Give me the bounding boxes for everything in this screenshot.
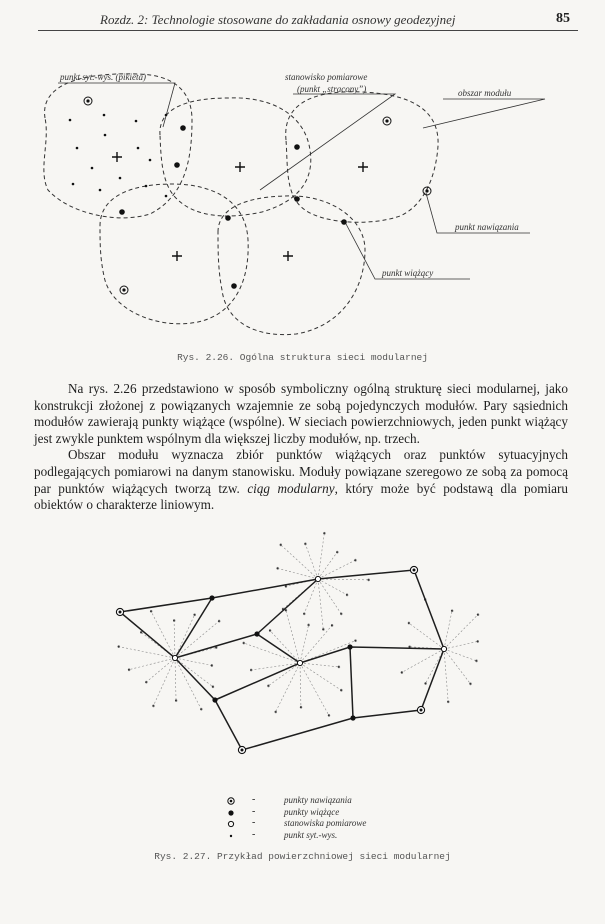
- station-marker: [358, 162, 368, 172]
- situational-point: [275, 711, 277, 713]
- situational-point: [165, 114, 168, 117]
- situational-point: [135, 120, 138, 123]
- station-icon: [227, 820, 235, 828]
- station-point: [172, 655, 177, 660]
- observation-ray: [300, 663, 339, 667]
- situational-point: [469, 683, 471, 685]
- tie-point: [174, 162, 180, 168]
- tie-point: [294, 144, 300, 150]
- page-number: 85: [556, 11, 570, 26]
- legend-label: punkty wiążące: [284, 806, 340, 817]
- legend-dash: -: [252, 817, 256, 828]
- observation-ray: [444, 615, 478, 649]
- situational-point: [354, 559, 356, 561]
- reference-point-center: [119, 611, 122, 614]
- tie-point: [209, 595, 214, 600]
- observation-ray: [444, 649, 476, 661]
- tie-point: [341, 219, 347, 225]
- situational-point: [91, 167, 94, 170]
- label-tie-point: punkt wiążący: [382, 268, 434, 278]
- tie-point: [350, 715, 355, 720]
- reference-point-center: [420, 709, 423, 712]
- observation-ray: [426, 649, 444, 683]
- observation-ray: [444, 649, 470, 684]
- observation-ray: [318, 552, 337, 579]
- situational-point: [175, 699, 177, 701]
- tie-point: [119, 209, 125, 215]
- situational-point: [137, 147, 140, 150]
- tie-point-icon: [227, 809, 235, 817]
- observation-ray: [305, 544, 318, 579]
- observation-ray: [244, 643, 300, 663]
- situational-point: [323, 532, 325, 534]
- situational-point: [250, 669, 252, 671]
- observation-ray: [300, 663, 329, 715]
- module-boundary-5: [218, 196, 365, 335]
- situational-point: [340, 689, 342, 691]
- situational-point: [69, 119, 72, 122]
- reference-point-icon: [227, 797, 235, 805]
- station-marker: [235, 162, 245, 172]
- situational-point: [477, 614, 479, 616]
- situational-point: [218, 620, 220, 622]
- tie-point: [347, 644, 352, 649]
- paragraph-text: Obszar modułu wyznacza zbiór punktów wiążących oraz punktów sytuacyjnych podlegających pomiarowi na danym stanowisku. Moduły powiązane szeregowo ze sobą za pomocą par punktów wiążących tworzą tzw.: [34, 447, 568, 496]
- situational-point: [322, 628, 324, 630]
- situational-point: [424, 682, 426, 684]
- situational-point: [340, 613, 342, 615]
- legend-dash: -: [252, 805, 256, 817]
- observation-ray: [318, 579, 369, 580]
- station-marker: [283, 251, 293, 261]
- reference-point-center: [413, 569, 416, 572]
- situational-point: [328, 714, 330, 716]
- tie-point: [225, 215, 231, 221]
- situational-point: [119, 177, 122, 180]
- situational-point: [303, 613, 305, 615]
- legend-label: stanowiska pomiarowe: [284, 818, 367, 828]
- reference-point-center: [122, 288, 125, 291]
- observation-ray: [175, 658, 213, 687]
- observation-ray: [300, 663, 341, 690]
- network-link: [300, 647, 444, 663]
- station-marker: [112, 152, 122, 162]
- situational-point: [447, 701, 449, 703]
- module-boundary-2: [160, 98, 311, 216]
- situational-point: [149, 159, 152, 162]
- legend-dash: -: [252, 828, 256, 840]
- situational-point: [477, 640, 479, 642]
- legend-label: punkty nawiązania: [284, 795, 352, 805]
- label-station-2: (punkt „stracony”): [297, 84, 367, 94]
- reference-point-center: [425, 189, 428, 192]
- observation-ray: [318, 579, 323, 629]
- observation-ray: [318, 579, 347, 595]
- term-modular-chain: ciąg modularny: [247, 480, 335, 496]
- tie-point: [212, 697, 217, 702]
- tie-point: [294, 196, 300, 202]
- station-point: [315, 576, 320, 581]
- situational-point: [99, 189, 102, 192]
- observation-ray: [175, 658, 176, 700]
- situational-point: [145, 681, 147, 683]
- situational-point: [72, 183, 75, 186]
- paragraph: [34, 447, 568, 513]
- label-module-area: obszar modułu: [458, 88, 512, 98]
- observation-ray: [174, 621, 175, 658]
- legend-row: [222, 830, 422, 842]
- observation-ray: [153, 658, 175, 706]
- observation-ray: [300, 625, 309, 663]
- observation-ray: [300, 663, 301, 707]
- situational-point: [193, 614, 195, 616]
- observation-ray: [175, 615, 195, 658]
- situational-point: [269, 629, 271, 631]
- figure-modular-network-structure: [0, 0, 605, 345]
- legend-label: punkt syt.-wys.: [284, 829, 338, 840]
- situational-point: [76, 147, 79, 150]
- network-link: [215, 634, 300, 700]
- situational-point: [243, 642, 245, 644]
- situational-point: [152, 705, 154, 707]
- paragraph-text: , który może być podstawą dla pomiaru obiektów o charakterze liniowym.: [34, 480, 568, 513]
- situational-point: [212, 686, 214, 688]
- observation-ray: [175, 621, 219, 658]
- situational-point: [338, 666, 340, 668]
- situational-point: [408, 622, 410, 624]
- module-boundary-3: [286, 92, 438, 222]
- situational-point: [267, 685, 269, 687]
- situational-point: [104, 134, 107, 137]
- situational-point: [304, 543, 306, 545]
- observation-ray: [444, 611, 452, 649]
- situational-point: [103, 114, 106, 117]
- situational-point: [401, 671, 403, 673]
- situational-point: [451, 610, 453, 612]
- tie-point: [180, 125, 186, 131]
- situational-point: [165, 195, 168, 198]
- situational-point: [367, 579, 369, 581]
- situational-point: [331, 624, 333, 626]
- observation-ray: [175, 658, 201, 709]
- station-point: [441, 646, 446, 651]
- reference-point-center: [241, 749, 244, 752]
- observation-ray: [318, 533, 324, 579]
- label-situational-point: punkt syt.-wys. (pikieta): [60, 72, 146, 82]
- tie-point: [254, 631, 259, 636]
- observation-ray: [444, 649, 448, 702]
- module-boundary-4: [100, 184, 248, 324]
- situational-point: [336, 551, 338, 553]
- network-link: [120, 570, 444, 750]
- module-boundary-1: [44, 74, 192, 218]
- network-link: [175, 579, 318, 658]
- situational-point: [118, 645, 120, 647]
- situational-point: [150, 610, 152, 612]
- situational-point: [276, 567, 278, 569]
- tie-point: [231, 283, 237, 289]
- header-title: Rozdz. 2: Technologie stosowane do zakładania osnowy geodezyjnej: [100, 12, 456, 27]
- situational-point: [475, 660, 477, 662]
- situational-point: [346, 594, 348, 596]
- observation-ray: [119, 647, 175, 658]
- figure-surface-modular-network: [0, 552, 605, 777]
- observation-ray: [146, 658, 175, 682]
- observation-ray: [151, 611, 175, 658]
- reference-point-center: [385, 119, 388, 122]
- situational-point: [211, 664, 213, 666]
- situational-point-icon: [227, 832, 235, 840]
- observation-ray: [444, 641, 478, 649]
- label-reference-point: punkt nawiązania: [455, 222, 519, 232]
- observation-ray: [276, 663, 300, 712]
- observation-ray: [281, 545, 318, 579]
- station-point: [297, 660, 302, 665]
- paragraph: Na rys. 2.26 przedstawiono w sposób symboliczny ogólną strukturę sieci modularnej, jako konstrukcji złożonej z powiązanych wzajemnie ze sobą pojedynczych modułów. Pary sąsiednich modułów zawierają punkty wiążące (wspólne). W sieciach powierzchniowych, jeden punkt wiążący jest zwykle punktem wspólnym dla większej liczby modułów, np. trzech.: [34, 381, 568, 446]
- figure-legend: [222, 795, 422, 841]
- body-text: [34, 381, 568, 514]
- network-link: [350, 647, 353, 718]
- situational-point: [200, 708, 202, 710]
- situational-point: [140, 631, 142, 633]
- situational-point: [280, 544, 282, 546]
- situational-point: [300, 706, 302, 708]
- observation-ray: [304, 579, 318, 614]
- observation-ray: [318, 579, 341, 614]
- label-station-1: stanowisko pomiarowe: [285, 72, 368, 82]
- situational-point: [307, 624, 309, 626]
- situational-point: [145, 185, 148, 188]
- figure-caption-2-26: Rys. 2.26. Ogólna struktura sieci modularnej: [177, 352, 428, 363]
- station-marker: [172, 251, 182, 261]
- situational-point: [128, 669, 130, 671]
- situational-point: [354, 640, 356, 642]
- figure-caption-2-27: Rys. 2.27. Przykład powierzchniowej sieci modularnej: [154, 851, 451, 862]
- legend-dash: -: [252, 794, 256, 805]
- reference-point-center: [86, 99, 89, 102]
- situational-point: [173, 619, 175, 621]
